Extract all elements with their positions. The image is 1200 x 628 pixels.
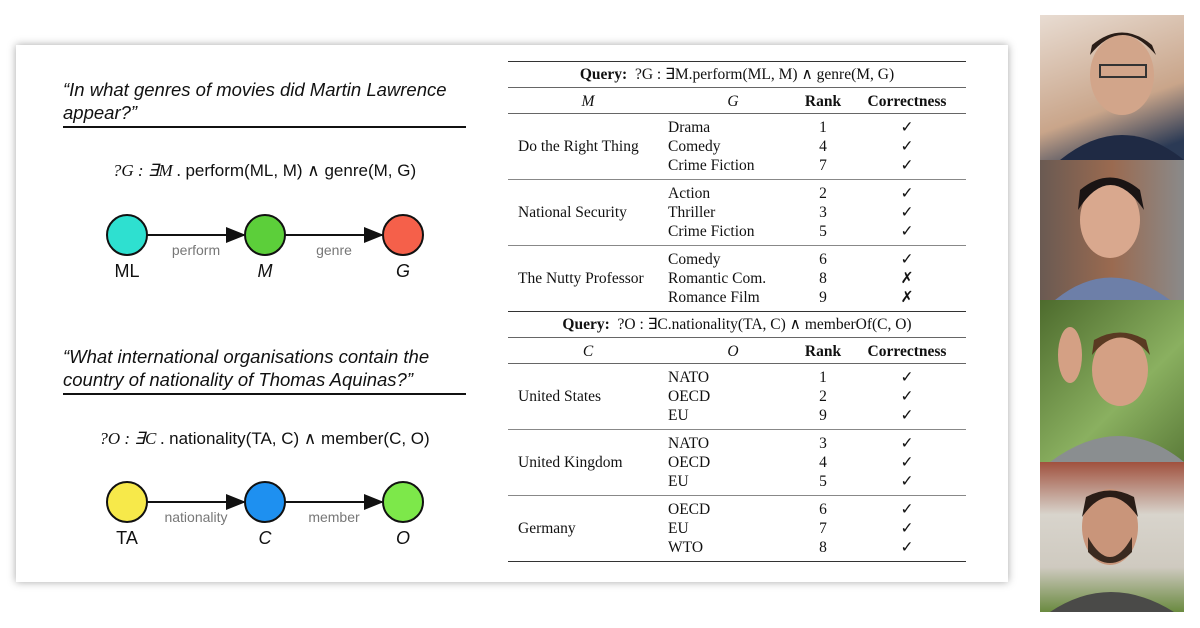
group-name: Do the Right Thing <box>518 137 639 155</box>
cell-value: Drama <box>668 119 711 136</box>
col-header: Correctness <box>867 343 947 360</box>
cell-rank: 4 <box>819 138 827 155</box>
group-name: National Security <box>518 203 627 221</box>
cell-value: EU <box>668 520 689 537</box>
node-label-M: M <box>257 261 273 281</box>
col-header: C <box>582 343 594 360</box>
formula-2 <box>63 429 466 449</box>
cell-value: OECD <box>668 454 711 471</box>
table-row <box>668 406 966 425</box>
query-label: Query: <box>579 66 628 83</box>
formula-prefix: ?G : ∃M . <box>112 161 186 180</box>
table-row <box>668 453 966 472</box>
cell-value: EU <box>668 407 689 424</box>
cell-rank: 6 <box>819 501 827 518</box>
check-icon: ✓ <box>900 138 914 155</box>
divider <box>63 393 466 395</box>
cell-value: Thriller <box>668 204 716 221</box>
col-header: O <box>727 343 739 360</box>
cell-rank: 7 <box>819 520 827 537</box>
table-group <box>508 180 966 246</box>
check-icon: ✓ <box>900 435 914 452</box>
table-group <box>508 246 966 312</box>
query-graph-2 <box>96 477 456 552</box>
edge-label-perform: perform <box>171 242 221 258</box>
cell-value: Action <box>668 185 711 202</box>
check-icon: ✓ <box>900 157 914 174</box>
table-row <box>668 434 966 453</box>
cell-value: Crime Fiction <box>668 223 755 240</box>
col-header: Correctness <box>867 93 947 110</box>
node-circle <box>107 215 147 255</box>
cell-value: OECD <box>668 501 711 518</box>
cell-value: NATO <box>668 435 710 452</box>
node-label-G: G <box>395 261 411 281</box>
cell-rank: 1 <box>819 369 827 386</box>
table-row <box>668 156 966 175</box>
check-icon: ✓ <box>900 388 914 405</box>
cell-value: Crime Fiction <box>668 157 755 174</box>
node-circle <box>245 482 285 522</box>
col-header: Rank <box>804 93 842 110</box>
table-row <box>668 519 966 538</box>
check-icon: ✓ <box>900 223 914 240</box>
person-icon <box>1040 15 1184 160</box>
node-label-C: C <box>258 528 272 548</box>
cell-rank: 2 <box>819 388 827 405</box>
cell-value: WTO <box>668 539 704 556</box>
table-group <box>508 364 966 430</box>
formula-body: nationality(TA, C) ∧ member(C, O) <box>169 429 430 448</box>
group-name: Germany <box>518 519 576 537</box>
question-2: “What international organisations contain the country of nationality of Thomas Aquinas?” <box>63 346 430 390</box>
table-row <box>668 269 966 288</box>
col-header: M <box>581 93 595 110</box>
check-icon: ✓ <box>900 369 914 386</box>
table-row <box>668 184 966 203</box>
cell-rank: 3 <box>819 435 827 452</box>
check-icon: ✓ <box>900 407 914 424</box>
cell-value: OECD <box>668 388 711 405</box>
cell-rank: 5 <box>819 223 827 240</box>
person-icon <box>1040 160 1184 300</box>
cell-value: Romantic Com. <box>668 270 767 287</box>
node-label-O: O <box>395 528 411 548</box>
cell-value: Comedy <box>668 138 721 155</box>
check-icon: ✓ <box>900 454 914 471</box>
group-name: United States <box>518 387 602 405</box>
check-icon: ✓ <box>900 501 914 518</box>
table-group <box>508 114 966 180</box>
cell-rank: 1 <box>819 119 827 136</box>
person-icon <box>1040 462 1184 612</box>
divider <box>63 126 466 128</box>
edge-label-nationality: nationality <box>164 509 228 525</box>
check-icon: ✓ <box>900 473 914 490</box>
table-group <box>508 430 966 496</box>
column-headers <box>508 87 966 114</box>
node-circle <box>107 482 147 522</box>
cell-value: Comedy <box>668 251 721 268</box>
author-photo-4 <box>1040 462 1184 612</box>
check-icon: ✓ <box>900 185 914 202</box>
table-row <box>668 500 966 519</box>
results-table <box>508 61 966 562</box>
table-row <box>668 250 966 269</box>
col-header: G <box>727 93 739 110</box>
node-circle <box>245 215 285 255</box>
node-circle <box>383 215 423 255</box>
node-label-TA: TA <box>116 528 138 548</box>
cell-value: EU <box>668 473 689 490</box>
formula-body: perform(ML, M) ∧ genre(M, G) <box>185 161 417 180</box>
table-row <box>668 203 966 222</box>
query-text: ?G : ∃M.perform(ML, M) ∧ genre(M, G) <box>634 66 895 83</box>
formula-prefix: ?O : ∃C . <box>99 429 170 448</box>
edge-label-genre: genre <box>316 242 352 258</box>
cell-rank: 7 <box>819 157 827 174</box>
table-row <box>668 137 966 156</box>
query-label: Query: <box>562 316 610 333</box>
query-header <box>508 312 966 337</box>
check-icon: ✓ <box>900 251 914 268</box>
check-icon: ✓ <box>900 539 914 556</box>
query-text: ?O : ∃C.nationality(TA, C) ∧ memberOf(C, O) <box>617 316 912 333</box>
cell-rank: 9 <box>819 289 827 306</box>
cell-value: NATO <box>668 369 710 386</box>
group-name: The Nutty Professor <box>518 269 644 287</box>
formula-1 <box>63 161 466 181</box>
check-icon: ✓ <box>900 520 914 537</box>
group-name: United Kingdom <box>518 453 623 471</box>
cell-rank: 3 <box>819 204 827 221</box>
edge-label-member: member <box>308 509 360 525</box>
table-row <box>668 368 966 387</box>
check-icon: ✓ <box>900 204 914 221</box>
cross-icon: ✗ <box>900 270 914 287</box>
table-row <box>668 472 966 491</box>
cell-rank: 4 <box>819 454 827 471</box>
author-photo-3 <box>1040 300 1184 462</box>
table-row <box>668 118 966 137</box>
cell-rank: 6 <box>819 251 827 268</box>
table-row <box>668 288 966 307</box>
cell-rank: 5 <box>819 473 827 490</box>
slide <box>16 45 1008 582</box>
cell-rank: 8 <box>819 270 827 287</box>
query-header <box>508 62 966 87</box>
cross-icon: ✗ <box>900 289 914 306</box>
author-photo-1 <box>1040 15 1184 160</box>
author-photo-2 <box>1040 160 1184 300</box>
node-circle <box>383 482 423 522</box>
table-row <box>668 222 966 241</box>
cell-rank: 2 <box>819 185 827 202</box>
query-graph-1 <box>96 210 456 285</box>
col-header: Rank <box>804 343 842 360</box>
question-1: “In what genres of movies did Martin Lawrence appear?” <box>63 79 447 123</box>
cell-value: Romance Film <box>668 289 760 306</box>
table-group <box>508 496 966 562</box>
check-icon: ✓ <box>900 119 914 136</box>
table-row <box>668 538 966 557</box>
column-headers <box>508 337 966 364</box>
node-label-ML: ML <box>114 261 140 281</box>
cell-rank: 8 <box>819 539 827 556</box>
table-row <box>668 387 966 406</box>
person-icon <box>1040 300 1184 462</box>
cell-rank: 9 <box>819 407 827 424</box>
